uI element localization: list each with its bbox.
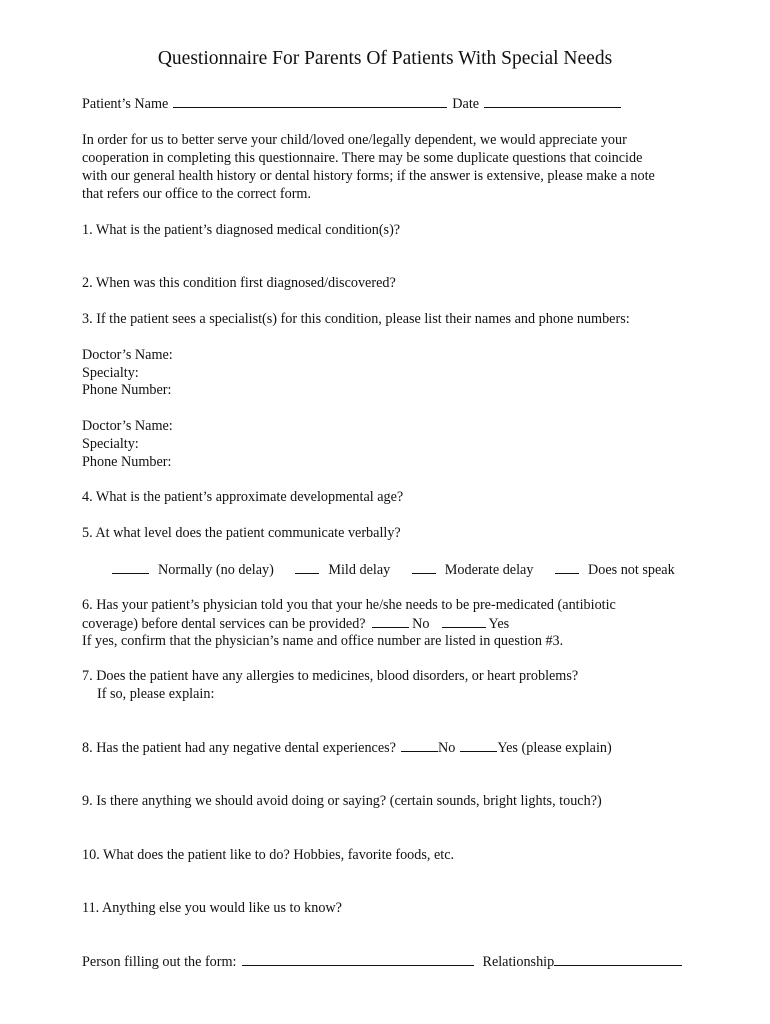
person-filling-field[interactable] xyxy=(242,952,474,966)
question-6-line-2: coverage) before dental services can be provided? No Yes xyxy=(82,616,510,632)
relationship-field[interactable] xyxy=(554,952,682,966)
specialty-label-2: Specialty: xyxy=(82,436,139,452)
q6-no-label: No xyxy=(412,616,430,632)
doctor-name-label-2: Doctor’s Name: xyxy=(82,418,173,434)
question-8: 8. Has the patient had any negative dental experiences? No Yes (please explain) xyxy=(82,740,612,756)
phone-number-label-2: Phone Number: xyxy=(82,454,172,470)
patient-name-field[interactable] xyxy=(173,94,447,108)
question-1: 1. What is the patient’s diagnosed medical condition(s)? xyxy=(82,222,401,238)
q8-yes-blank[interactable] xyxy=(460,738,497,752)
specialty-label-1: Specialty: xyxy=(82,365,139,381)
q6-yes-blank[interactable] xyxy=(442,614,486,628)
doctor-name-label-1: Doctor’s Name: xyxy=(82,347,173,363)
question-4: 4. What is the patient’s approximate developmental age? xyxy=(82,489,404,505)
phone-number-label-1: Phone Number: xyxy=(82,382,172,398)
q8-yes-label: Yes (please explain) xyxy=(497,740,612,756)
question-2: 2. When was this condition first diagnosed/discovered? xyxy=(82,275,396,291)
option-mild-delay[interactable]: Mild delay xyxy=(295,562,399,578)
patient-name-label: Patient’s Name xyxy=(82,96,169,112)
option-moderate-delay[interactable]: Moderate delay xyxy=(412,562,543,578)
intro-line-2: cooperation in completing this questionnaire. There may be some duplicate questions that coincide xyxy=(82,150,643,166)
date-label: Date xyxy=(452,96,480,112)
question-7-line-2: If so, please explain: xyxy=(97,686,215,702)
question-6-line-1: 6. Has your patient’s physician told you that your he/she needs to be pre-medicated (antibiotic xyxy=(82,597,616,613)
option-normally-blank[interactable] xyxy=(112,560,149,574)
option-normally[interactable]: Normally (no delay) xyxy=(112,562,283,578)
option-moderate-delay-blank[interactable] xyxy=(412,560,436,574)
signature-row xyxy=(82,952,702,971)
communication-options xyxy=(112,560,693,579)
intro-line-1: In order for us to better serve your child/loved one/legally dependent, we would appreciate your xyxy=(82,132,627,148)
option-mild-delay-blank[interactable] xyxy=(295,560,319,574)
date-field[interactable] xyxy=(484,94,621,108)
question-10: 10. What does the patient like to do? Hobbies, favorite foods, etc. xyxy=(82,847,455,863)
q6-yes-label: Yes xyxy=(488,616,510,632)
person-filling-label: Person filling out the form: xyxy=(82,954,237,970)
q6-no-blank[interactable] xyxy=(372,614,409,628)
option-does-not-speak-blank[interactable] xyxy=(555,560,579,574)
question-7-line-1: 7. Does the patient have any allergies to medicines, blood disorders, or heart problems? xyxy=(82,668,579,684)
question-6-line-3: If yes, confirm that the physician’s name and office number are listed in question #3. xyxy=(82,633,564,649)
patient-name-row xyxy=(82,94,702,113)
q8-no-label: No xyxy=(437,740,456,756)
intro-line-3: with our general health history or dental history forms; if the answer is extensive, please make a note xyxy=(82,168,655,184)
question-11: 11. Anything else you would like us to know? xyxy=(82,900,342,916)
question-5: 5. At what level does the patient communicate verbally? xyxy=(82,525,401,541)
page-title: Questionnaire For Parents Of Patients With Special Needs xyxy=(157,48,613,69)
relationship-label: Relationship xyxy=(482,954,555,970)
option-does-not-speak[interactable]: Does not speak xyxy=(555,562,684,578)
q8-no-blank[interactable] xyxy=(401,738,438,752)
question-3: 3. If the patient sees a specialist(s) for this condition, please list their names and phone numbers: xyxy=(82,311,630,327)
intro-line-4: that refers our office to the correct form. xyxy=(82,186,311,202)
question-9: 9. Is there anything we should avoid doing or saying? (certain sounds, bright lights, touch?) xyxy=(82,793,602,809)
